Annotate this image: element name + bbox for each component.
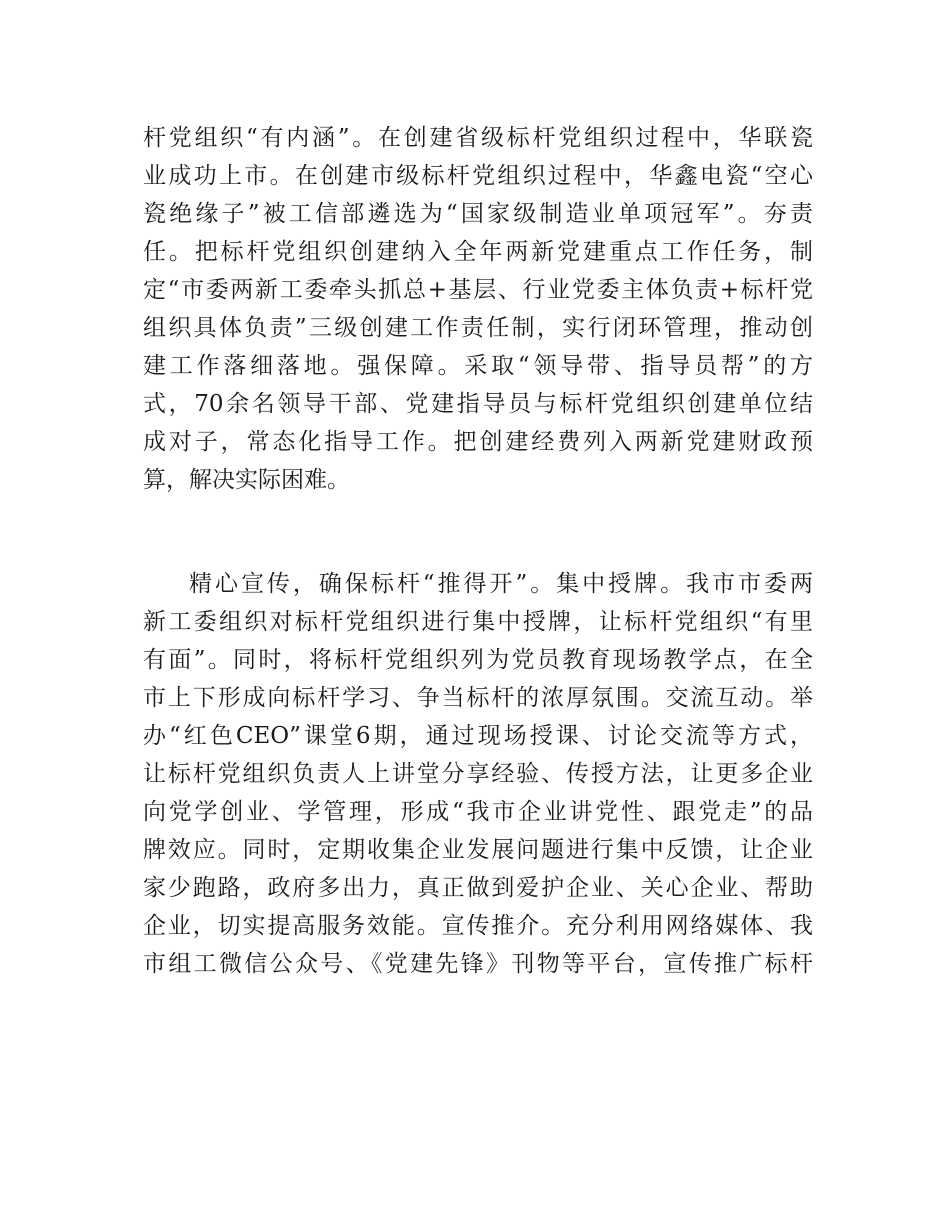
paragraph-line: 市上下形成向标杆学习、争当标杆的浓厚氛围。交流互动。举 (143, 685, 813, 711)
paragraph-line: 新工委组织对标杆党组织进行集中授牌，让标杆党组织“有里 (143, 609, 813, 635)
paragraph-line: 市组工微信公众号、《党建先锋》刊物等平台，宣传推广标杆 (143, 951, 813, 977)
paragraph-line: 企业，切实提高服务效能。宣传推介。充分利用网络媒体、我 (143, 913, 813, 939)
paragraph-line: 精心宣传，确保标杆“推得开”。集中授牌。我市市委两 (189, 571, 813, 597)
paragraph-line: 办“红色CEO”课堂6期，通过现场授课、讨论交流等方式， (143, 723, 813, 749)
paragraph-line: 算，解决实际困难。 (143, 467, 350, 493)
paragraph-line: 组织具体负责”三级创建工作责任制，实行闭环管理，推动创 (143, 315, 813, 341)
paragraph-1 (143, 119, 813, 499)
paragraph-line: 业成功上市。在创建市级标杆党组织过程中，华鑫电瓷“空心 (143, 163, 813, 189)
paragraph-line: 定“市委两新工委牵头抓总+基层、行业党委主体负责+标杆党 (143, 277, 813, 303)
paragraph-line: 建工作落细落地。强保障。采取“领导带、指导员帮”的方 (143, 353, 813, 379)
paragraph-2 (143, 565, 813, 983)
paragraph-line: 任。把标杆党组织创建纳入全年两新党建重点工作任务，制 (143, 239, 813, 265)
paragraph-line: 向党学创业、学管理，形成“我市企业讲党性、跟党走”的品 (143, 799, 813, 825)
paragraph-line: 成对子，常态化指导工作。把创建经费列入两新党建财政预 (143, 429, 813, 455)
paragraph-line: 家少跑路，政府多出力，真正做到爱护企业、关心企业、帮助 (143, 875, 813, 901)
paragraph-line: 杆党组织“有内涵”。在创建省级标杆党组织过程中，华联瓷 (143, 125, 813, 151)
paragraph-line: 瓷绝缘子”被工信部遴选为“国家级制造业单项冠军”。夯责 (143, 201, 813, 227)
paragraph-line: 牌效应。同时，定期收集企业发展问题进行集中反馈，让企业 (143, 837, 813, 863)
paragraph-line: 式，70余名领导干部、党建指导员与标杆党组织创建单位结 (143, 391, 813, 417)
paragraph-line: 有面”。同时，将标杆党组织列为党员教育现场教学点，在全 (143, 647, 813, 673)
paragraph-line: 让标杆党组织负责人上讲堂分享经验、传授方法，让更多企业 (143, 761, 813, 787)
